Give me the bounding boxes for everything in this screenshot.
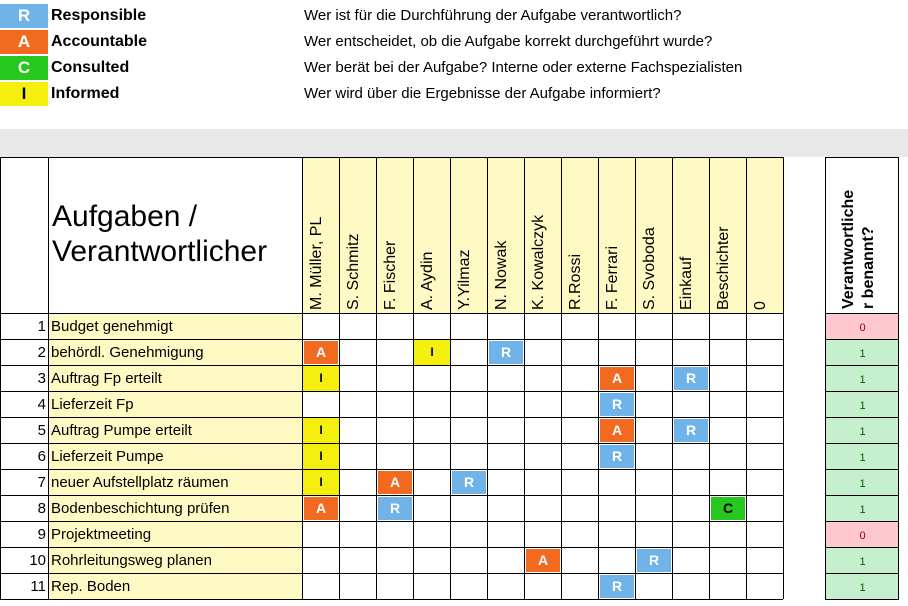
grid-line bbox=[825, 443, 899, 444]
grid-line bbox=[825, 599, 899, 600]
person-column-header: 0 bbox=[752, 301, 769, 310]
grid-line bbox=[825, 157, 899, 158]
task-label: Bodenbeschichtung prüfen bbox=[51, 500, 230, 517]
grid-line bbox=[0, 391, 783, 392]
legend-term-accountable: Accountable bbox=[51, 33, 148, 50]
grid-line bbox=[825, 417, 899, 418]
grid-line bbox=[0, 495, 783, 496]
legend-term-responsible: Responsible bbox=[51, 7, 147, 24]
person-column-header: Einkauf bbox=[678, 256, 695, 310]
grid-line bbox=[0, 157, 1, 599]
raci-mark-i: I bbox=[303, 444, 339, 469]
grid-line bbox=[0, 547, 783, 548]
person-column-header: S. Svoboda bbox=[641, 227, 658, 310]
grid-line bbox=[0, 365, 783, 366]
assigned-check-value: 1 bbox=[859, 452, 866, 464]
raci-mark-c: C bbox=[711, 497, 745, 520]
raci-mark-a: A bbox=[600, 419, 634, 442]
person-header-bg bbox=[746, 157, 783, 313]
raci-mark-a: A bbox=[600, 367, 634, 390]
assigned-check-value: 1 bbox=[859, 400, 866, 412]
legend-question-responsible: Wer ist für die Durchführung der Aufgabe verantwortlich? bbox=[304, 7, 682, 24]
grid-line bbox=[825, 521, 899, 522]
check-column-header-line2: r benannt? bbox=[860, 226, 877, 309]
task-label: Lieferzeit Fp bbox=[51, 396, 134, 413]
legend-badge-informed: I bbox=[0, 82, 48, 106]
row-number: 4 bbox=[37, 396, 46, 413]
person-column-header: A. Aydin bbox=[419, 251, 436, 310]
grid-line bbox=[825, 313, 899, 314]
person-column-header: F. Fischer bbox=[382, 240, 399, 310]
raci-mark-r: R bbox=[600, 445, 634, 468]
grid-line bbox=[0, 339, 783, 340]
task-label: Rep. Boden bbox=[51, 578, 131, 595]
raci-mark-r: R bbox=[637, 549, 671, 572]
legend-term-informed: Informed bbox=[51, 85, 120, 102]
grid-line bbox=[0, 157, 783, 158]
check-column-header-line1: Verantwortliche bbox=[840, 189, 857, 309]
task-label: Budget genehmigt bbox=[51, 318, 173, 335]
grid-line bbox=[898, 157, 899, 599]
grid-line bbox=[487, 157, 488, 599]
grid-line bbox=[672, 157, 673, 599]
raci-mark-a: A bbox=[378, 471, 412, 494]
matrix-corner-title-line2: Verantwortlicher bbox=[52, 235, 268, 268]
person-column-header: Beschichter bbox=[715, 226, 732, 310]
assigned-check-value: 0 bbox=[859, 322, 866, 334]
task-label: Rohrleitungsweg planen bbox=[51, 552, 212, 569]
task-label: Auftrag Pumpe erteilt bbox=[51, 422, 192, 439]
legend-question-informed: Wer wird über die Ergebnisse der Aufgabe informiert? bbox=[304, 85, 661, 102]
grid-line bbox=[746, 157, 747, 599]
row-number: 3 bbox=[37, 370, 46, 387]
legend-question-accountable: Wer entscheidet, ob die Aufgabe korrekt durchgeführt wurde? bbox=[304, 33, 713, 50]
row-number: 5 bbox=[37, 422, 46, 439]
person-column-header: K. Kowalczyk bbox=[530, 214, 547, 310]
person-column-header: Y.Yilmaz bbox=[456, 249, 473, 310]
grid-line bbox=[0, 313, 783, 314]
raci-mark-i: I bbox=[303, 366, 339, 391]
assigned-check-value: 1 bbox=[859, 582, 866, 594]
grid-line bbox=[0, 599, 783, 600]
matrix-corner-title-line1: Aufgaben / bbox=[52, 200, 198, 233]
raci-mark-r: R bbox=[378, 497, 412, 520]
grid-line bbox=[825, 339, 899, 340]
raci-mark-i: I bbox=[303, 470, 339, 495]
assigned-check-value: 1 bbox=[859, 374, 866, 386]
raci-mark-r: R bbox=[452, 471, 486, 494]
grid-line bbox=[825, 157, 826, 599]
assigned-check-value: 1 bbox=[859, 556, 866, 568]
row-number: 9 bbox=[37, 526, 46, 543]
grid-line bbox=[450, 157, 451, 599]
legend-badge-consulted: C bbox=[0, 56, 48, 80]
raci-mark-r: R bbox=[674, 367, 708, 390]
row-number: 10 bbox=[29, 552, 46, 569]
row-number: 11 bbox=[30, 578, 46, 595]
person-column-header: R.Rossi bbox=[567, 253, 584, 310]
row-number: 7 bbox=[37, 474, 46, 491]
raci-mark-r: R bbox=[600, 393, 634, 416]
grid-line bbox=[48, 157, 49, 599]
grid-line bbox=[561, 157, 562, 599]
grid-line bbox=[825, 365, 899, 366]
grid-line bbox=[0, 417, 783, 418]
person-column-header: F. Ferrari bbox=[604, 246, 621, 310]
raci-mark-r: R bbox=[674, 419, 708, 442]
assigned-check-value: 1 bbox=[859, 504, 866, 516]
grid-line bbox=[0, 573, 783, 574]
task-label: behördl. Genehmigung bbox=[51, 344, 204, 361]
grid-line bbox=[598, 157, 599, 599]
assigned-check-value: 1 bbox=[859, 478, 866, 490]
person-column-header: M. Müller, PL bbox=[308, 216, 325, 310]
assigned-check-value: 1 bbox=[859, 426, 866, 438]
grid-line bbox=[783, 157, 784, 599]
grid-line bbox=[0, 521, 783, 522]
legend-badge-accountable: A bbox=[0, 30, 48, 54]
raci-mark-a: A bbox=[526, 549, 560, 572]
row-number: 1 bbox=[37, 318, 46, 335]
gray-separator-band bbox=[0, 129, 908, 157]
grid-line bbox=[825, 469, 899, 470]
task-label: Projektmeeting bbox=[51, 526, 152, 543]
task-label: Auftrag Fp erteilt bbox=[51, 370, 162, 387]
legend-badge-responsible: R bbox=[0, 4, 48, 28]
grid-line bbox=[825, 547, 899, 548]
raci-mark-i: I bbox=[303, 418, 339, 443]
grid-line bbox=[709, 157, 710, 599]
legend-question-consulted: Wer berät bei der Aufgabe? Interne oder externe Fachspezialisten bbox=[304, 59, 743, 76]
raci-mark-r: R bbox=[489, 341, 523, 364]
grid-line bbox=[0, 443, 783, 444]
raci-mark-a: A bbox=[304, 497, 338, 520]
grid-line bbox=[302, 157, 303, 599]
grid-line bbox=[413, 157, 414, 599]
grid-line bbox=[0, 469, 783, 470]
assigned-check-value: 1 bbox=[859, 348, 866, 360]
grid-line bbox=[339, 157, 340, 599]
row-number: 2 bbox=[37, 344, 46, 361]
raci-mark-i: I bbox=[414, 340, 450, 365]
raci-mark-a: A bbox=[304, 341, 338, 364]
person-column-header: S. Schmitz bbox=[345, 233, 362, 310]
grid-line bbox=[635, 157, 636, 599]
task-label: Lieferzeit Pumpe bbox=[51, 448, 164, 465]
raci-mark-r: R bbox=[600, 575, 634, 598]
grid-line bbox=[376, 157, 377, 599]
grid-line bbox=[825, 573, 899, 574]
row-number: 6 bbox=[37, 448, 46, 465]
task-label: neuer Aufstellplatz räumen bbox=[51, 474, 229, 491]
grid-line bbox=[825, 495, 899, 496]
assigned-check-value: 0 bbox=[859, 530, 866, 542]
person-column-header: N. Nowak bbox=[493, 240, 510, 310]
grid-line bbox=[825, 391, 899, 392]
grid-line bbox=[524, 157, 525, 599]
row-number: 8 bbox=[37, 500, 46, 517]
legend-term-consulted: Consulted bbox=[51, 59, 130, 76]
